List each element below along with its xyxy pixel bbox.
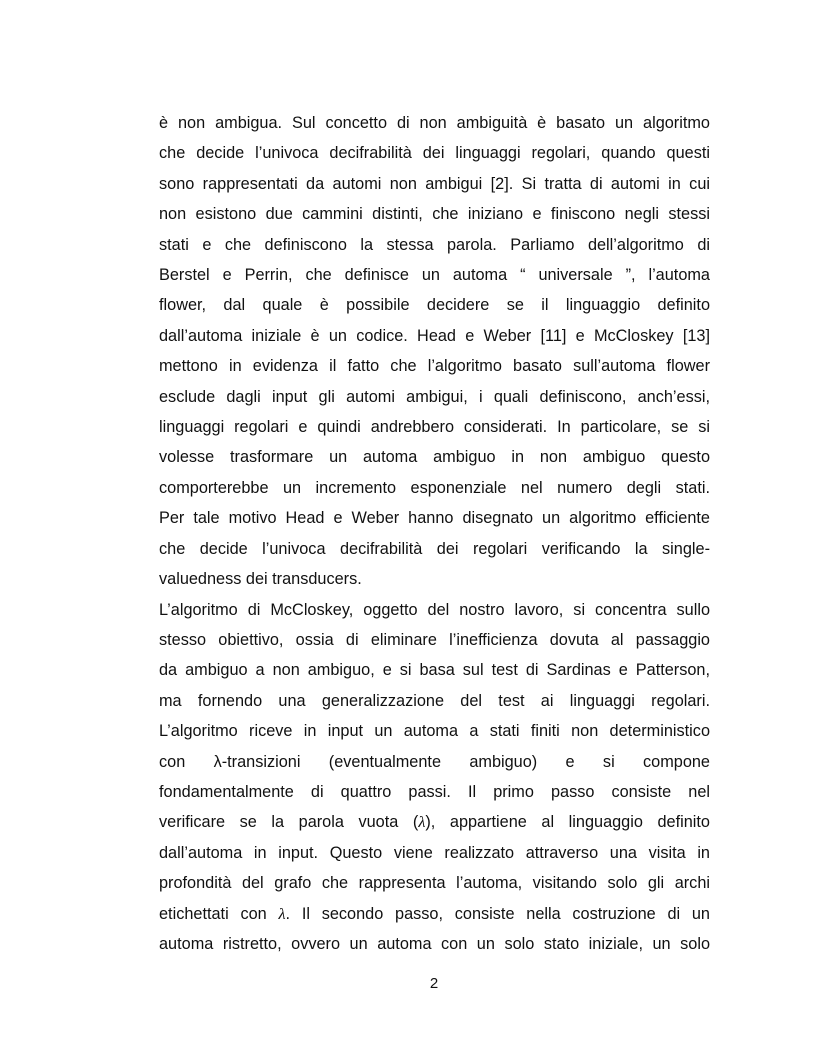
text-line: dall’automa iniziale è un codice. Head e Weber [11] e McCloskey [13] [159, 326, 710, 345]
text-line: linguaggi regolari e quindi andrebbero considerati. In particolare, se si [159, 418, 710, 437]
text-line: flower, dal quale è possibile decidere se il linguaggio definito [159, 296, 710, 315]
text-line: è non ambigua. Sul concetto di non ambiguità è basato un algoritmo [159, 114, 710, 132]
text-line: che decide l’univoca decifrabilità dei regolari verificando la single- [159, 539, 710, 558]
text-line: Berstel e Perrin, che definisce un automa “ universale ”, l’automa [159, 266, 710, 285]
paragraph [159, 595, 710, 960]
text-line: stesso obiettivo, ossia di eliminare l’inefficienza dovuta al passaggio [159, 630, 710, 649]
text-line: L’algoritmo riceve in input un automa a stati finiti non deterministico [159, 722, 710, 741]
text-line: volesse trasformare un automa ambiguo in non ambiguo questo [159, 448, 710, 467]
text-line: mettono in evidenza il fatto che l’algoritmo basato sull’automa flower [159, 357, 710, 376]
text-line: valuedness dei transducers. [159, 570, 362, 589]
text-line: dall’automa in input. Questo viene realizzato attraverso una visita in [159, 843, 710, 862]
text-line: verificare se la parola vuota (λ), appartiene al linguaggio definito [159, 812, 710, 832]
text-line: Per tale motivo Head e Weber hanno disegnato un algoritmo efficiente [159, 509, 710, 528]
text-line: con λ-transizioni (eventualmente ambiguo) e si compone [159, 752, 710, 771]
text-line: esclude dagli input gli automi ambigui, i quali definiscono, anch’essi, [159, 387, 710, 406]
text-line: che decide l’univoca decifrabilità dei linguaggi regolari, quando questi [159, 144, 710, 163]
text-line: L’algoritmo di McCloskey, oggetto del nostro lavoro, si concentra sullo [159, 600, 710, 619]
text-line: stati e che definiscono la stessa parola. Parliamo dell’algoritmo di [159, 235, 710, 254]
page-number: 2 [429, 975, 439, 992]
text-line: profondità del grafo che rappresenta l’automa, visitando solo gli archi [159, 874, 710, 893]
body-text [159, 108, 710, 959]
text-line: automa ristretto, ovvero un automa con un solo stato iniziale, un solo [159, 934, 710, 953]
text-line: da ambiguo a non ambiguo, e si basa sul test di Sardinas e Patterson, [159, 661, 710, 680]
text-line: fondamentalmente di quattro passi. Il primo passo consiste nel [159, 782, 710, 801]
text-line: comporterebbe un incremento esponenziale nel numero degli stati. [159, 478, 710, 497]
text-line: ma fornendo una generalizzazione del test ai linguaggi regolari. [159, 691, 710, 710]
paragraph [159, 108, 710, 595]
text-line: non esistono due cammini distinti, che iniziano e finiscono negli stessi [159, 205, 710, 224]
text-line: etichettati con λ. Il secondo passo, consiste nella costruzione di un [159, 903, 710, 923]
text-line: sono rappresentati da automi non ambigui [2]. Si tratta di automi in cui [159, 174, 710, 193]
